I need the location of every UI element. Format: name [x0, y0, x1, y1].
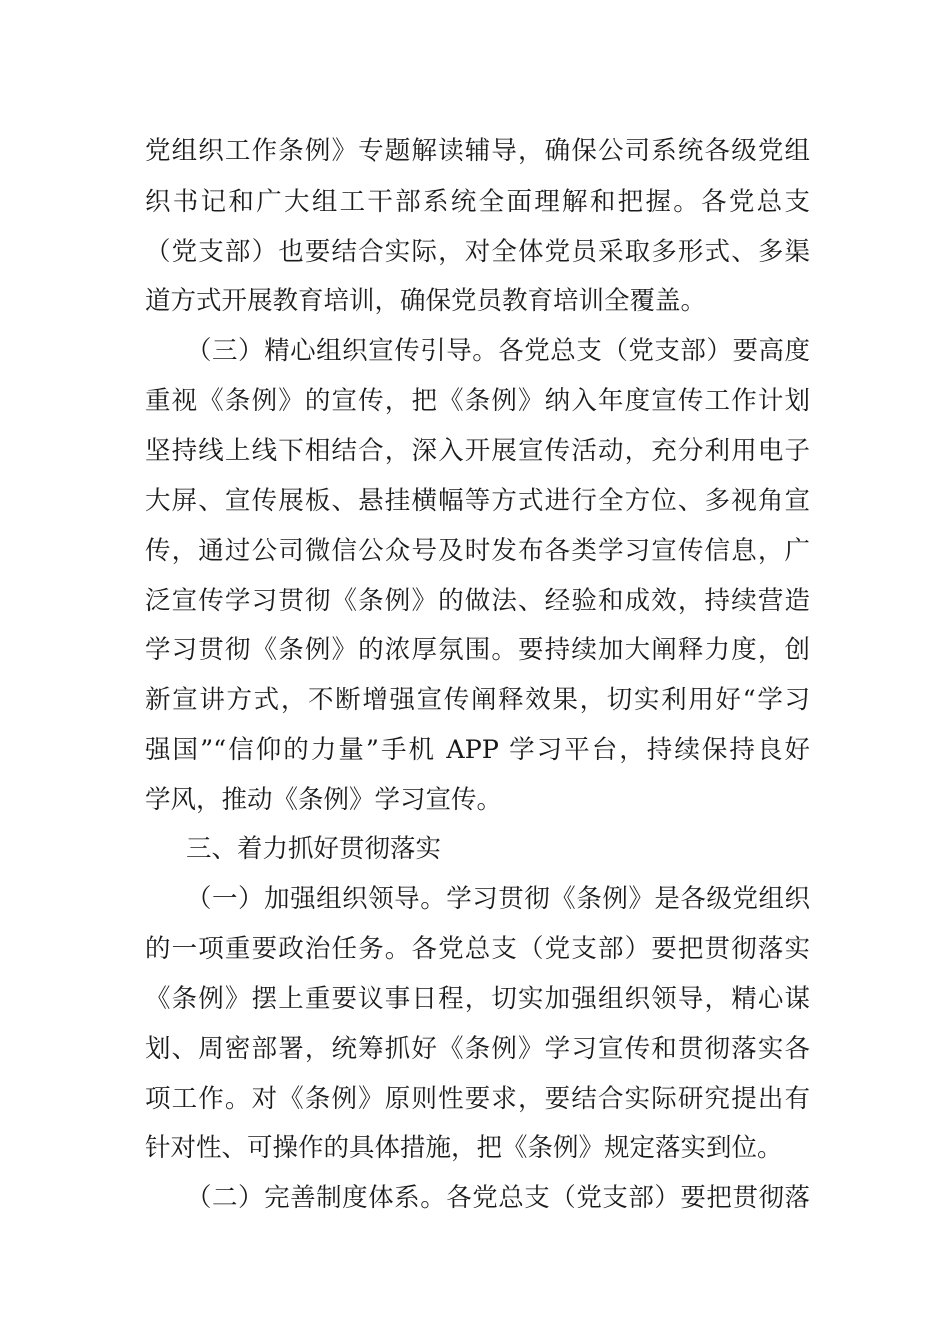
paragraph-line-19: 划、周密部署，统筹抓好《条例》学习宣传和贯彻落实各	[145, 1034, 810, 1064]
paragraph-line-7: 坚持线上线下相结合，深入开展宣传活动，充分利用电子	[145, 436, 810, 466]
paragraph-line-4: 道方式开展教育培训，确保党员教育培训全覆盖。	[145, 286, 707, 316]
subsection-2-intro-line: （二）完善制度体系。各党总支（党支部）要把贯彻落	[186, 1183, 810, 1213]
paragraph-line-13: 强国”“信仰的力量”手机 APP 学习平台，持续保持良好	[145, 735, 810, 765]
paragraph-line-21: 针对性、可操作的具体措施，把《条例》规定落实到位。	[145, 1133, 783, 1163]
paragraph-line-10: 泛宣传学习贯彻《条例》的做法、经验和成效，持续营造	[145, 586, 810, 616]
paragraph-line-6: 重视《条例》的宣传，把《条例》纳入年度宣传工作计划	[145, 386, 810, 416]
paragraph-line-11: 学习贯彻《条例》的浓厚氛围。要持续加大阐释力度，创	[145, 635, 810, 665]
section-3-intro-line: （三）精心组织宣传引导。各党总支（党支部）要高度	[186, 336, 810, 366]
paragraph-line-1: 党组织工作条例》专题解读辅导，确保公司系统各级党组	[145, 136, 810, 166]
paragraph-line-12: 新宣讲方式，不断增强宣传阐释效果，切实利用好“学习	[145, 685, 810, 715]
paragraph-line-8: 大屏、宣传展板、悬挂横幅等方式进行全方位、多视角宣	[145, 486, 810, 516]
paragraph-line-3: （党支部）也要结合实际，对全体党员采取多形式、多渠	[145, 237, 810, 267]
subsection-1-intro-line: （一）加强组织领导。学习贯彻《条例》是各级党组织	[186, 884, 810, 914]
paragraph-line-18: 《条例》摆上重要议事日程，切实加强组织领导，精心谋	[145, 984, 810, 1014]
section-heading-3: 三、着力抓好贯彻落实	[186, 834, 442, 864]
paragraph-line-14: 学风，推动《条例》学习宣传。	[145, 785, 503, 815]
paragraph-line-17: 的一项重要政治任务。各党总支（党支部）要把贯彻落实	[145, 934, 810, 964]
paragraph-line-2: 织书记和广大组工干部系统全面理解和把握。各党总支	[145, 187, 810, 217]
paragraph-line-20: 项工作。对《条例》原则性要求，要结合实际研究提出有	[145, 1084, 810, 1114]
paragraph-line-9: 传，通过公司微信公众号及时发布各类学习宣传信息，广	[145, 536, 810, 566]
